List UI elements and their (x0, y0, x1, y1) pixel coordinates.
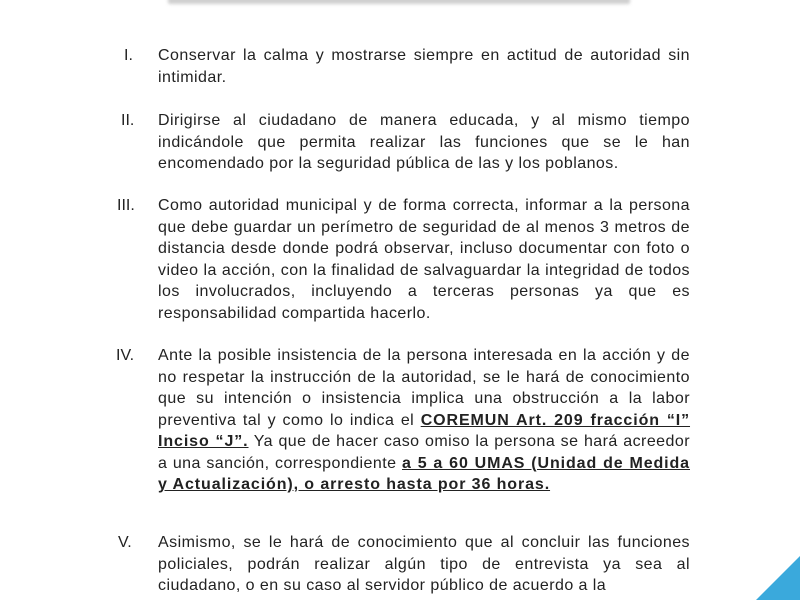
sanction-text: a 5 a 60 UMAS (Unidad de Medida y Actualización), o arresto hasta por 36 horas. (158, 454, 690, 493)
item-numeral: IV. (116, 347, 135, 364)
item-text: Conservar la calma y mostrarse siempre en actitud de autoridad sin intimidar. (158, 47, 690, 86)
item-text-part: Ante la posible insistencia de la persona interesada en la acción y de no respetar la instrucción de la autoridad, se le hará de conocimiento que su intención o insistencia implica una obstrucción a la labor preventiva tal y como lo indica el (158, 347, 690, 429)
item-numeral: III. (117, 197, 135, 214)
item-text (158, 345, 690, 496)
item-text: Como autoridad municipal y de forma correcta, informar a la persona que debe guardar un perímetro de seguridad de al menos 3 metros de distancia desde donde podrá observar, incluso documentar con foto o video la acción, con la finalidad de salvaguardar la integridad de todos los involucrados, incluyendo a terceras personas ya que es responsabilidad compartida hacerlo. (158, 197, 690, 322)
item-text-part: Ya que de hacer caso omiso la persona se hará acreedor a una sanción, correspondiente (158, 433, 690, 472)
item-text: Asimismo, se le hará de conocimiento que al concluir las funciones policiales, podrán realizar algún tipo de entrevista ya sea al ciudadano, o en su caso al servidor público de acuerdo a la (158, 534, 690, 594)
item-numeral: I. (124, 47, 133, 64)
corner-accent (756, 556, 800, 600)
coremun-reference: COREMUN Art. 209 fracción “I” Inciso “J”. (158, 411, 691, 450)
item-numeral: II. (121, 112, 135, 129)
item-numeral: V. (118, 534, 132, 551)
item-text: Dirigirse al ciudadano de manera educada, y al mismo tiempo indicándole que permita realizar las funciones que se le han encomendado por la seguridad pública de las y los poblanos. (158, 112, 690, 172)
